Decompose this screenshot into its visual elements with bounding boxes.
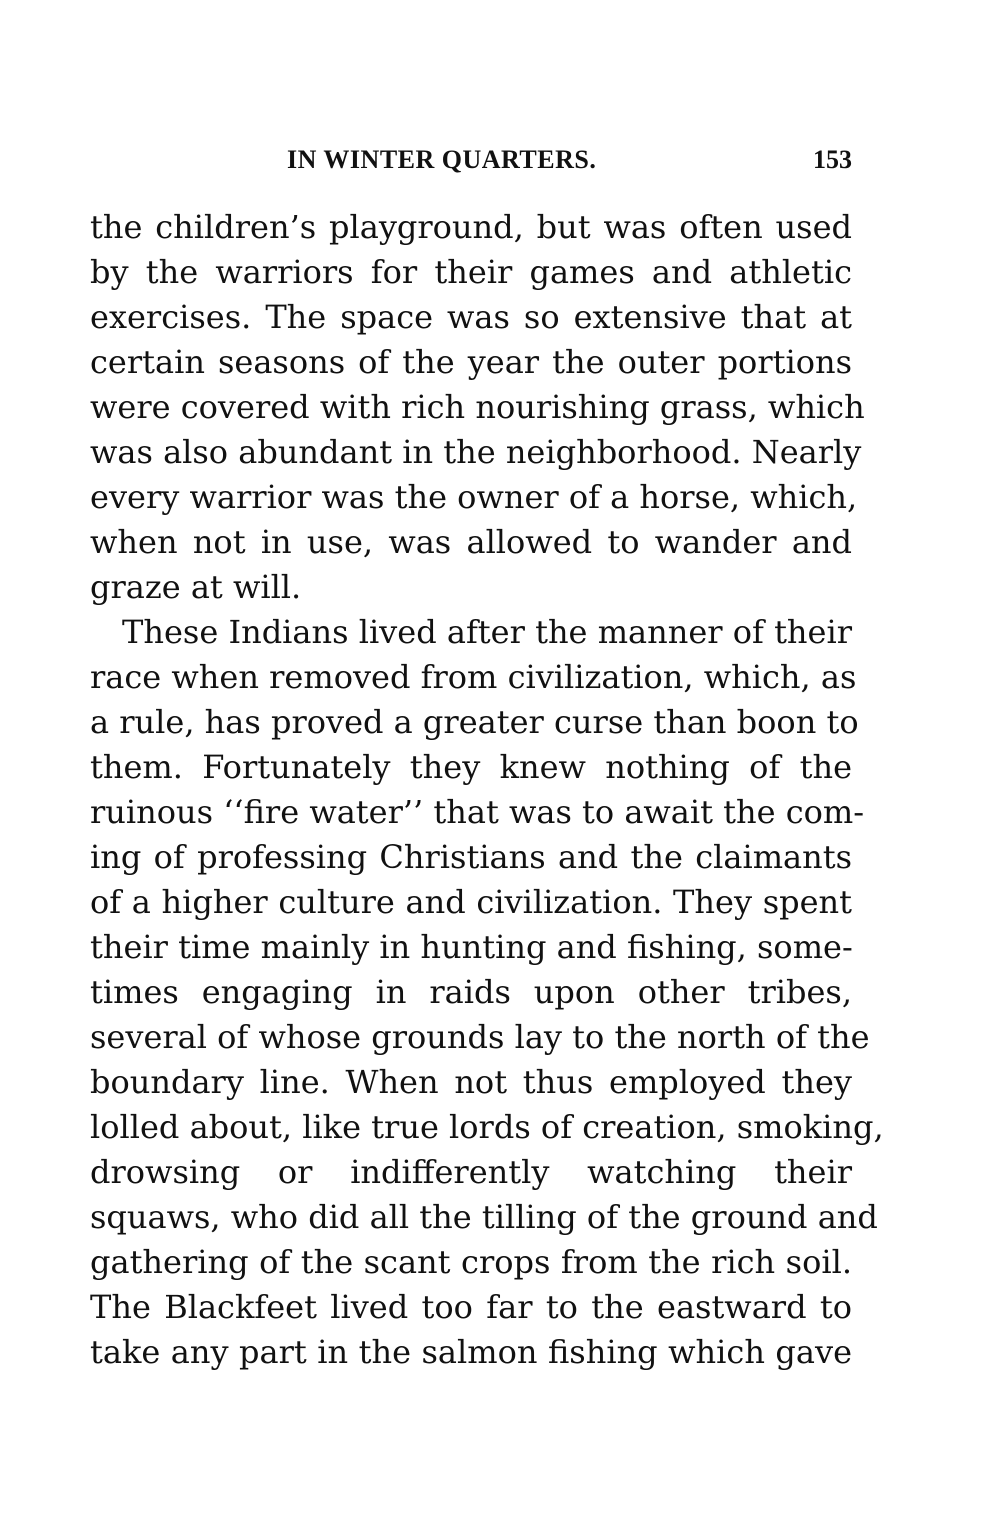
text-line: take any part in the salmon fishing which gave (90, 1333, 852, 1371)
text-line: several of whose grounds lay to the north of the (90, 1018, 870, 1056)
text-line: a rule, has proved a greater curse than boon to (90, 703, 859, 741)
text-line: lolled about, like true lords of creation, smoking, (90, 1108, 884, 1146)
text-line: by the warriors for their games and athletic (90, 253, 852, 291)
text-line: graze at will. (90, 568, 302, 606)
text-line: times engaging in raids upon other tribes, (90, 973, 852, 1011)
text-line: boundary line. When not thus employed they (90, 1063, 852, 1101)
paragraph-1 (90, 205, 865, 610)
text-line: every warrior was the owner of a horse, which, (90, 478, 858, 516)
text-line: the children’s playground, but was often used (90, 208, 852, 246)
text-line: exercises. The space was so extensive that at (90, 298, 852, 336)
text-line: gathering of the scant crops from the rich soil. (90, 1243, 852, 1281)
text-line: ing of professing Christians and the claimants (90, 838, 852, 876)
text-line: them. Fortunately they knew nothing of the (90, 748, 852, 786)
text-line: of a higher culture and civilization. They spent (90, 883, 852, 921)
running-head (90, 145, 852, 185)
text-line: ruinous ‘‘fire water’’ that was to await the com- (90, 793, 865, 831)
text-line: race when removed from civilization, which, as (90, 658, 857, 696)
text-line: their time mainly in hunting and fishing, some- (90, 928, 853, 966)
page-number: 153 (813, 145, 852, 174)
text-line: certain seasons of the year the outer portions (90, 343, 852, 381)
text-line: when not in use, was allowed to wander and (90, 523, 852, 561)
paragraph-2 (90, 610, 884, 1375)
text-line: were covered with rich nourishing grass, which (90, 388, 865, 426)
body-text (90, 205, 884, 1375)
text-line: These Indians lived after the manner of their (122, 613, 852, 651)
running-title: IN WINTER QUARTERS. (287, 145, 597, 174)
text-line: was also abundant in the neighborhood. Nearly (90, 433, 862, 471)
text-line: drowsing or indifferently watching their (90, 1153, 852, 1191)
text-line: squaws, who did all the tilling of the ground and (90, 1198, 878, 1236)
text-line: The Blackfeet lived too far to the eastward to (90, 1288, 852, 1326)
